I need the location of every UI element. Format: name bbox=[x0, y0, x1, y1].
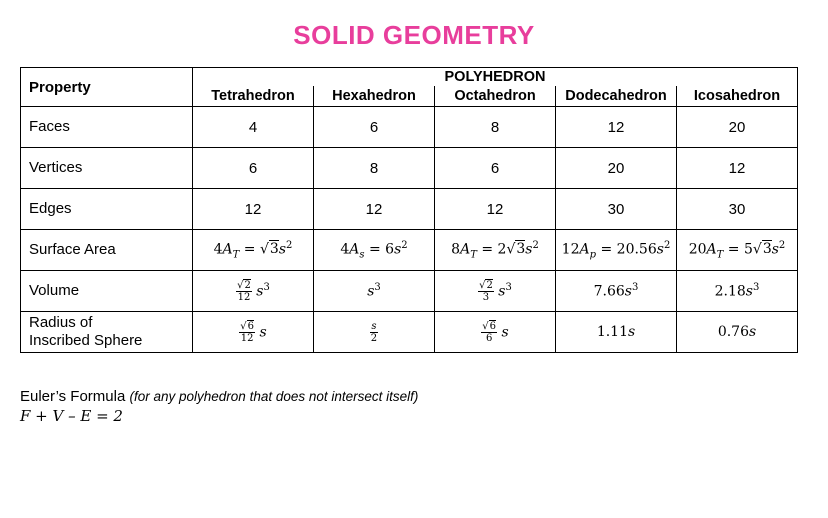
euler-heading bbox=[20, 388, 418, 405]
formula-cell: $4A_s = 6s^2$ bbox=[314, 230, 435, 271]
formula-cell: $8A_T = 2√3s^2$ bbox=[435, 230, 556, 271]
column-header-hexahedron: Hexahedron bbox=[314, 86, 435, 107]
row-label-line: Radius of bbox=[29, 314, 93, 331]
formula-cell: $\frac{√2}{3}$ $s^3$ bbox=[435, 271, 556, 312]
table-cell: 6 bbox=[193, 148, 314, 189]
formula-cell: $12A_p = 20.56s^2$ bbox=[556, 230, 677, 271]
table-row bbox=[21, 312, 798, 353]
table-row bbox=[21, 271, 798, 312]
column-header-tetrahedron: Tetrahedron bbox=[193, 86, 314, 107]
formula-cell: $\frac{√6}{12}$ s bbox=[193, 312, 314, 353]
formula-cell: $s^3$ bbox=[314, 271, 435, 312]
table-row bbox=[21, 107, 798, 148]
row-label-surface-area: Surface Area bbox=[21, 230, 193, 271]
table-row bbox=[21, 189, 798, 230]
polyhedron-header: POLYHEDRON bbox=[193, 68, 798, 87]
property-header: Property bbox=[21, 68, 193, 107]
table-cell: 6 bbox=[435, 148, 556, 189]
formula-cell: 1.11s bbox=[556, 312, 677, 353]
table-cell: 12 bbox=[677, 148, 798, 189]
formula-cell: $\frac{√2}{12}$ $s^3$ bbox=[193, 271, 314, 312]
table-cell: 12 bbox=[556, 107, 677, 148]
table-cell: 12 bbox=[314, 189, 435, 230]
row-label-edges: Edges bbox=[21, 189, 193, 230]
euler-formula: F + V – E = 2 bbox=[20, 407, 123, 425]
euler-note: (for any polyhedron that does not intersect itself) bbox=[129, 389, 419, 404]
formula-cell: $2.18s^3$ bbox=[677, 271, 798, 312]
formula-cell: 0.76s bbox=[677, 312, 798, 353]
row-label-vertices: Vertices bbox=[21, 148, 193, 189]
row-label-volume: Volume bbox=[21, 271, 193, 312]
table-cell: 30 bbox=[556, 189, 677, 230]
table-row bbox=[21, 230, 798, 271]
row-label-faces: Faces bbox=[21, 107, 193, 148]
table-cell: 8 bbox=[435, 107, 556, 148]
column-header-dodecahedron: Dodecahedron bbox=[556, 86, 677, 107]
formula-cell: $\frac{s}{2}$ bbox=[314, 312, 435, 353]
page-title: SOLID GEOMETRY bbox=[293, 20, 535, 50]
table-cell: 12 bbox=[435, 189, 556, 230]
table-cell: 8 bbox=[314, 148, 435, 189]
table-cell: 6 bbox=[314, 107, 435, 148]
table-cell: 30 bbox=[677, 189, 798, 230]
table-cell: 12 bbox=[193, 189, 314, 230]
polyhedron-table bbox=[20, 67, 798, 353]
formula-cell: $\frac{√6}{6}$ s bbox=[435, 312, 556, 353]
row-label-inscribed-radius bbox=[21, 312, 193, 353]
table-row bbox=[21, 148, 798, 189]
table-cell: 4 bbox=[193, 107, 314, 148]
formula-cell: $20A_T = 5√3s^2$ bbox=[677, 230, 798, 271]
formula-cell: $7.66s^3$ bbox=[556, 271, 677, 312]
table-cell: 20 bbox=[677, 107, 798, 148]
euler-label: Euler’s Formula bbox=[20, 388, 126, 405]
column-header-icosahedron: Icosahedron bbox=[677, 86, 798, 107]
formula-cell: $4A_T = √3s^2$ bbox=[193, 230, 314, 271]
column-header-octahedron: Octahedron bbox=[435, 86, 556, 107]
row-label-line: Inscribed Sphere bbox=[29, 332, 143, 349]
table-cell: 20 bbox=[556, 148, 677, 189]
